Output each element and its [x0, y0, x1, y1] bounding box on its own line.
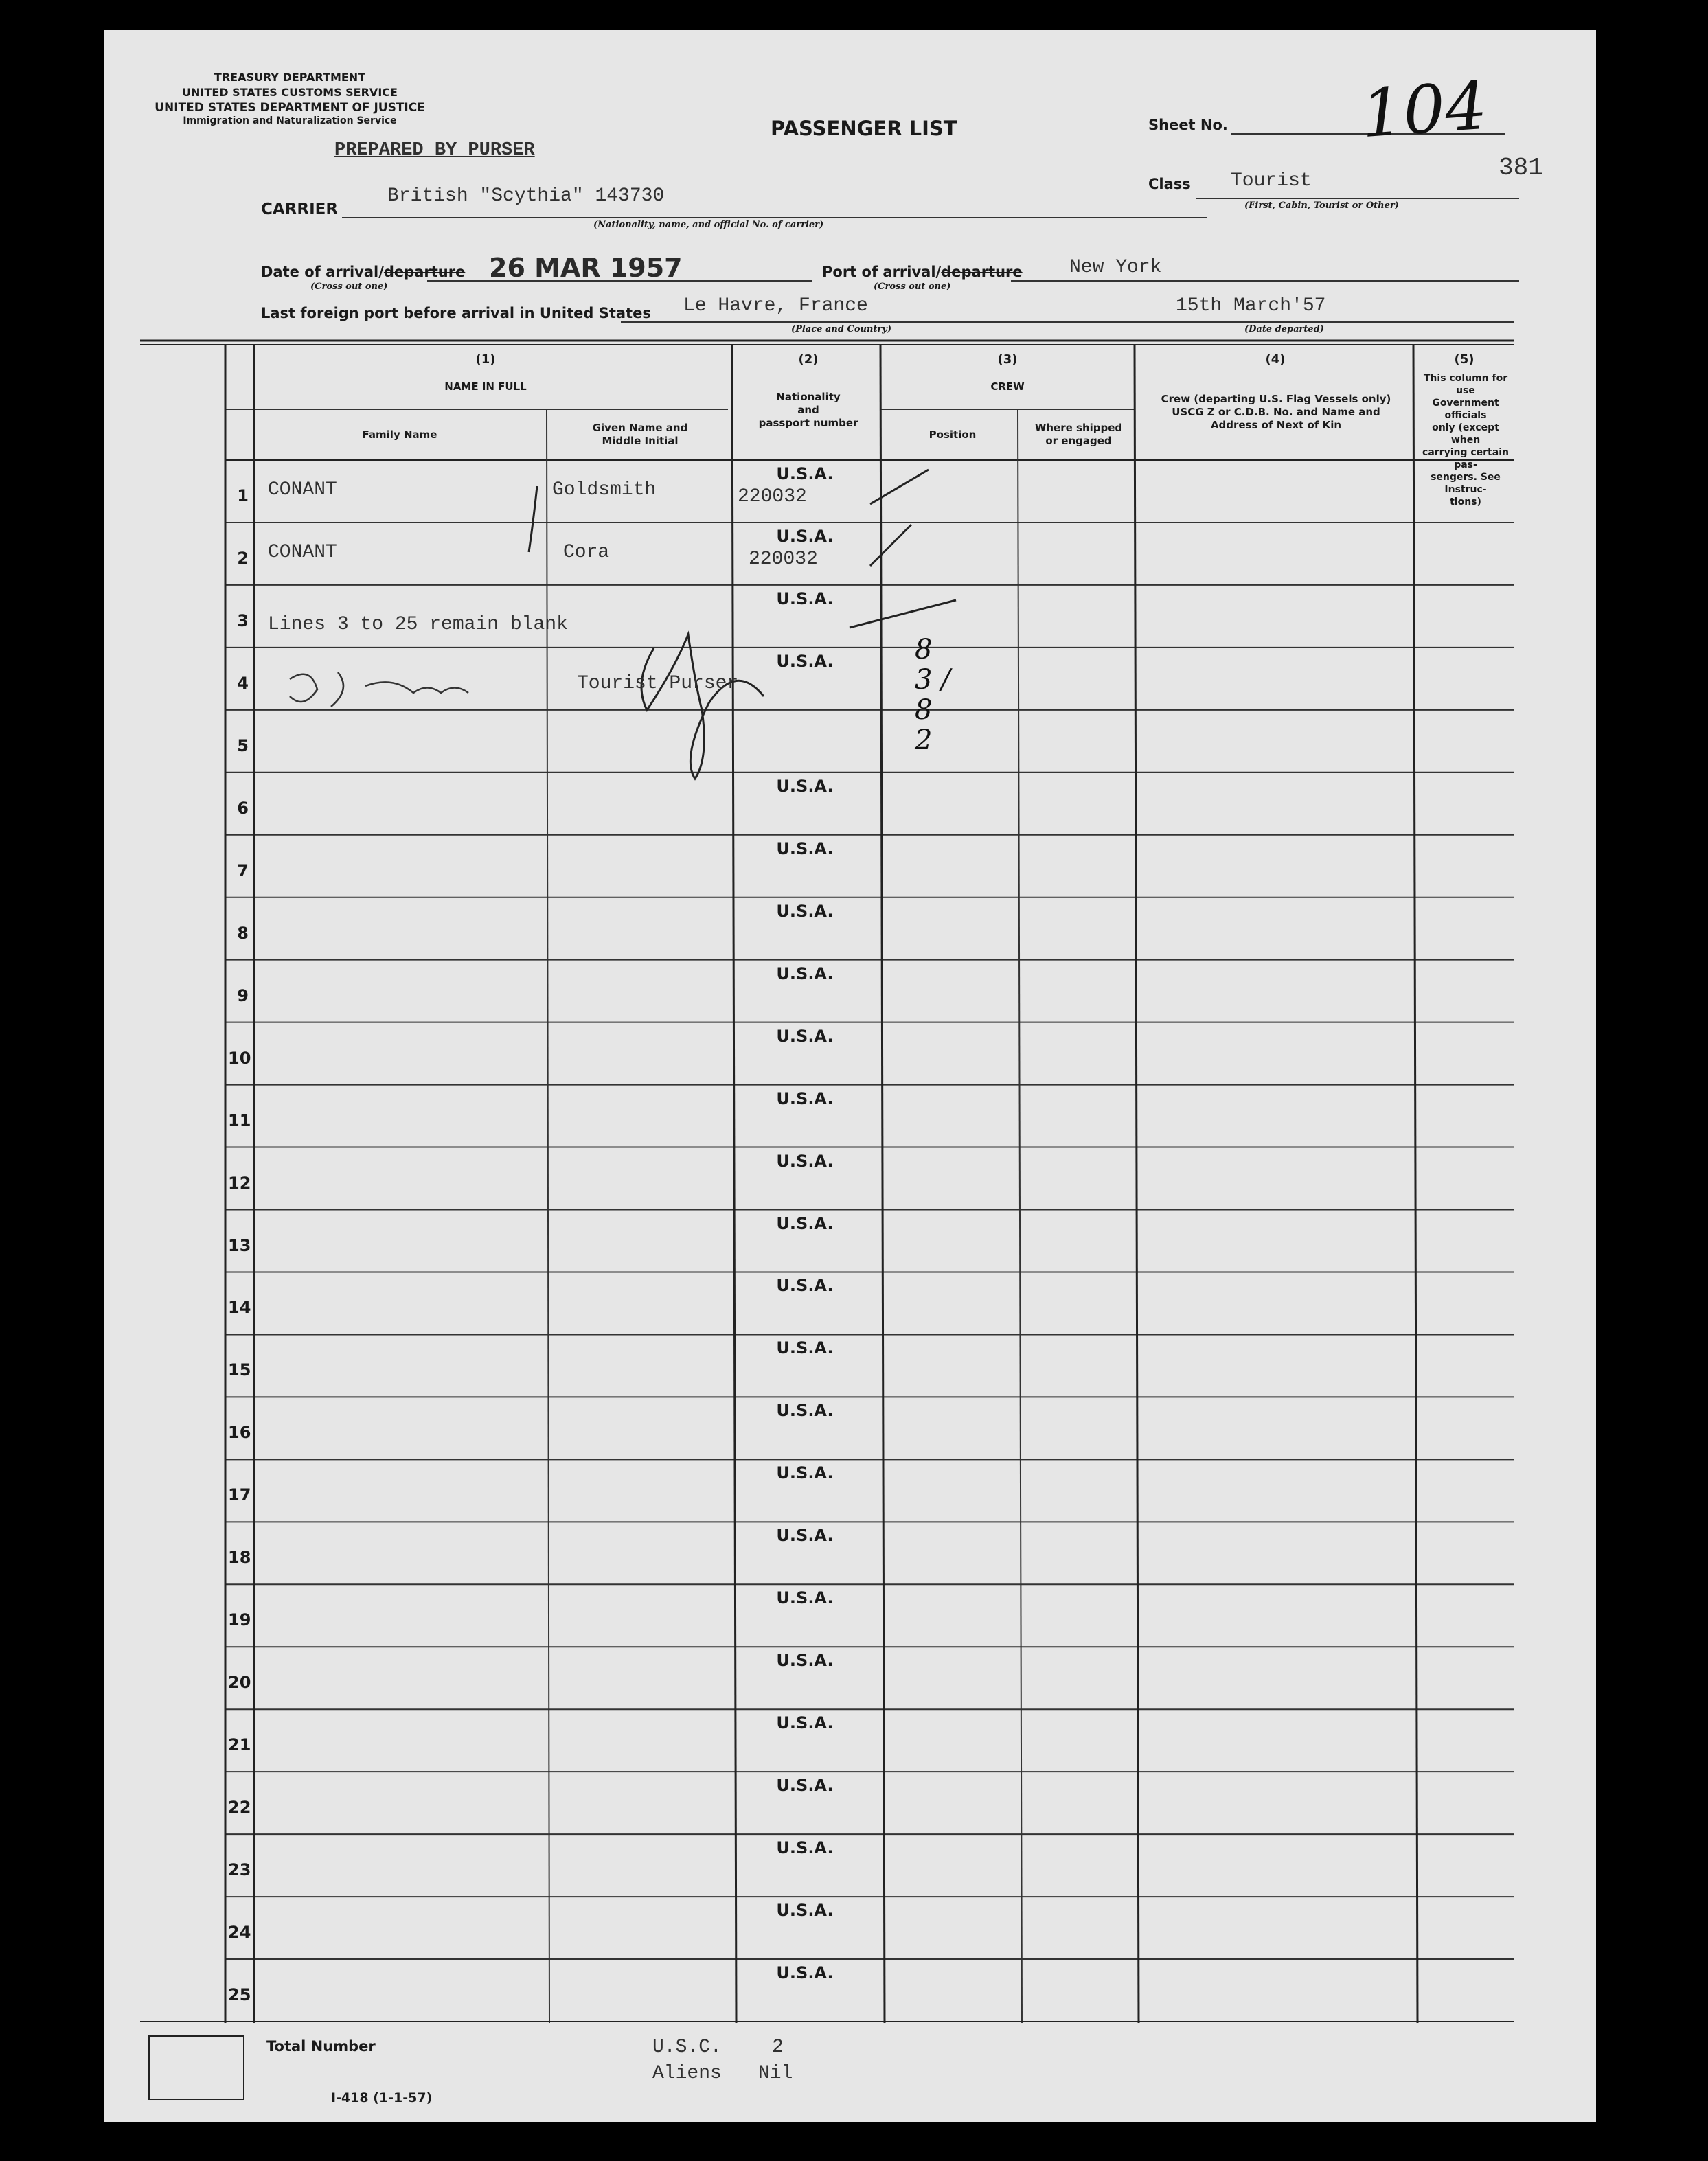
carrier-value: British "Scythia" 143730	[387, 185, 665, 207]
row-number: 10	[228, 1048, 251, 1068]
row-number: 3	[237, 610, 249, 630]
departed-value: 15th March'57	[1176, 295, 1326, 317]
page-title: PASSENGER LIST	[771, 117, 957, 140]
total-box	[148, 2035, 244, 2100]
position-header: Position	[929, 428, 977, 441]
class-caption: (First, Cabin, Tourist or Other)	[1244, 201, 1399, 211]
row-number: 24	[228, 1923, 251, 1943]
port-value: New York	[1069, 257, 1162, 278]
col4-number: (4)	[1265, 352, 1286, 367]
port-caption: (Cross out one)	[874, 282, 951, 292]
row-number: 5	[237, 735, 249, 755]
row-number: 6	[237, 798, 249, 818]
remain-blank-note: Lines 3 to 25 remain blank	[268, 614, 568, 635]
class-label: Class	[1148, 176, 1191, 192]
passport-number: 220032	[738, 486, 807, 507]
col4-title: Crew (departing U.S. Flag Vessels only) USCG Z or C.D.B. No. and Name and Address of Next of Kin	[1161, 393, 1391, 431]
carrier-label: CARRIER	[261, 201, 339, 218]
row-number: 11	[228, 1110, 251, 1130]
nationality: U.S.A.	[776, 1026, 834, 1046]
nationality: U.S.A.	[776, 1713, 834, 1733]
form-number: I-418 (1-1-57)	[331, 2090, 433, 2105]
nationality: U.S.A.	[776, 901, 834, 921]
row-number: 22	[228, 1798, 251, 1818]
row-number: 20	[228, 1673, 251, 1693]
col3-title: CREW	[990, 380, 1025, 393]
given-name: Cora	[563, 541, 610, 563]
lastport-value: Le Havre, France	[683, 295, 868, 317]
row-number: 8	[237, 923, 249, 943]
row-number: 25	[228, 1985, 251, 2005]
row-number: 13	[228, 1235, 251, 1255]
agency-line: Immigration and Naturalization Service	[183, 115, 397, 126]
row-number: 2	[237, 548, 249, 568]
row-number: 1	[237, 486, 249, 505]
stamp-number: 381	[1499, 154, 1543, 182]
row-number: 15	[228, 1360, 251, 1380]
agency-line: UNITED STATES DEPARTMENT OF JUSTICE	[155, 101, 425, 115]
nationality: U.S.A.	[776, 1213, 834, 1233]
col1-title: NAME IN FULL	[444, 380, 527, 393]
nationality: U.S.A.	[776, 1651, 834, 1671]
nationality: U.S.A.	[776, 651, 834, 671]
row-number: 14	[228, 1298, 251, 1318]
col5-number: (5)	[1454, 352, 1474, 367]
row-number: 4	[237, 673, 249, 693]
col2-title: Nationality and passport number	[758, 391, 858, 429]
nationality: U.S.A.	[776, 1526, 834, 1546]
sheet-no-value: 104	[1358, 67, 1490, 153]
nationality: U.S.A.	[776, 1901, 834, 1921]
agency-line: UNITED STATES CUSTOMS SERVICE	[182, 86, 398, 99]
col2-number: (2)	[798, 352, 819, 367]
family-name: CONANT	[268, 479, 337, 501]
row-number: 23	[228, 1860, 251, 1880]
table-grid	[104, 30, 1596, 2122]
nationality: U.S.A.	[776, 464, 834, 483]
family-name-header: Family Name	[362, 428, 437, 441]
row-number: 17	[228, 1485, 251, 1505]
passenger-list-sheet	[104, 30, 1596, 2122]
nationality: U.S.A.	[776, 838, 834, 858]
nationality: U.S.A.	[776, 1776, 834, 1796]
purser-title: Tourist Purser	[577, 673, 739, 694]
usc-value: 2	[772, 2037, 784, 2058]
nationality: U.S.A.	[776, 1088, 834, 1108]
nationality: U.S.A.	[776, 1338, 834, 1358]
row-number: 16	[228, 1423, 251, 1443]
arrival-caption: (Cross out one)	[310, 282, 388, 292]
col5-title: This column for use Government officials only (except when carrying certain pas- sengers. See Instruc- tions)	[1422, 373, 1509, 507]
sheet-no-label: Sheet No.	[1148, 117, 1228, 133]
family-name: CONANT	[268, 541, 337, 563]
lastport-caption: (Place and Country)	[791, 324, 891, 334]
nationality: U.S.A.	[776, 588, 834, 608]
row-number: 9	[237, 985, 249, 1005]
given-name-header: Given Name and Middle Initial	[592, 422, 688, 447]
nationality: U.S.A.	[776, 1838, 834, 1858]
row-number: 7	[237, 860, 249, 880]
nationality: U.S.A.	[776, 526, 834, 546]
row-number: 21	[228, 1735, 251, 1755]
class-value: Tourist	[1231, 170, 1312, 192]
where-shipped-header: Where shipped or engaged	[1034, 422, 1123, 447]
agency-line: TREASURY DEPARTMENT	[214, 71, 366, 84]
margin-numbers: 8 3 / 8 2	[915, 634, 950, 756]
carrier-caption: (Nationality, name, and official No. of carrier)	[593, 220, 824, 230]
given-name: Goldsmith	[552, 479, 657, 501]
row-number: 18	[228, 1548, 251, 1568]
aliens-label: Aliens	[652, 2063, 722, 2084]
port-struck: departure	[941, 264, 1023, 280]
col3-number: (3)	[997, 352, 1018, 367]
nationality: U.S.A.	[776, 963, 834, 983]
port-label-text: Port of arrival/	[822, 264, 942, 280]
row-number: 19	[228, 1610, 251, 1630]
nationality: U.S.A.	[776, 1151, 834, 1171]
usc-label: U.S.C.	[652, 2037, 722, 2058]
lastport-label: Last foreign port before arrival in United States	[261, 305, 651, 321]
col1-number: (1)	[475, 352, 496, 367]
arrival-struck: departure	[383, 264, 466, 280]
nationality: U.S.A.	[776, 1276, 834, 1296]
prepared-by-purser: PREPARED BY PURSER	[334, 140, 535, 161]
departed-caption: (Date departed)	[1244, 324, 1324, 334]
nationality: U.S.A.	[776, 776, 834, 796]
nationality: U.S.A.	[776, 1463, 834, 1483]
nationality: U.S.A.	[776, 1588, 834, 1608]
passport-number: 220032	[749, 548, 818, 570]
row-number: 12	[228, 1173, 251, 1193]
nationality: U.S.A.	[776, 1401, 834, 1421]
arrival-stamp: 26 MAR 1957	[489, 253, 683, 283]
aliens-value: Nil	[758, 2063, 793, 2084]
total-label: Total Number	[266, 2038, 376, 2055]
arrival-label-text: Date of arrival/	[261, 264, 384, 280]
nationality: U.S.A.	[776, 1963, 834, 1983]
